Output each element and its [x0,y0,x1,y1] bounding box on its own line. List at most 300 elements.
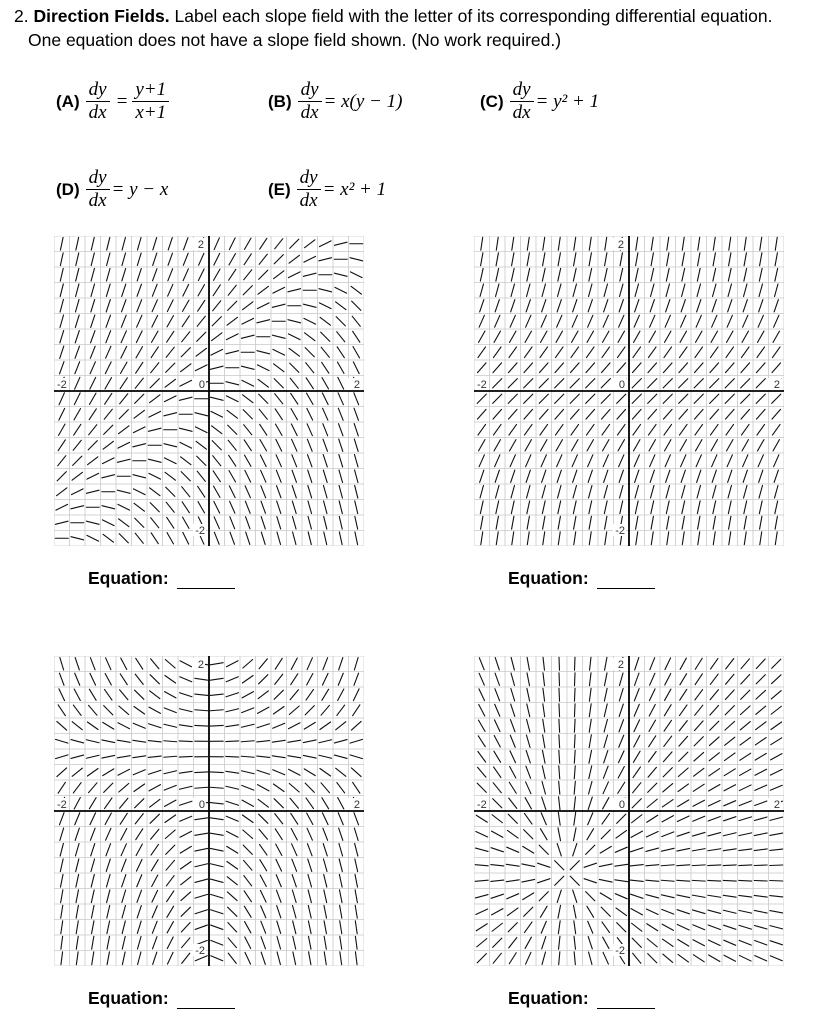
slope-segment [759,470,763,482]
slope-segment [478,752,486,762]
slope-segment [59,408,65,420]
slope-segment [589,501,592,514]
slope-segment [599,879,612,882]
slope-segment [339,455,343,467]
slope-field-svg [474,236,784,546]
slope-segment [632,394,641,403]
slope-segment [91,859,95,872]
slope-segment [493,783,501,793]
slope-segment [60,268,63,281]
slope-segment [340,936,342,949]
slope-segment [648,363,657,373]
answer-blank[interactable] [597,990,655,1009]
slope-segment [539,363,548,373]
slope-segment [770,769,782,775]
slope-segment [91,844,95,856]
slope-segment [477,783,486,792]
slope-segment [350,755,362,759]
slope-segment [350,739,362,743]
slope-segment [56,755,68,759]
slope-segment [573,284,576,297]
slope-segment [574,952,575,965]
slope-segment [277,921,281,933]
slope-segment [307,844,312,856]
slope-segment [724,940,736,945]
slope-segment [665,315,670,327]
slope-segment [729,532,731,545]
slope-segment [60,299,63,312]
slope-segment [167,922,173,933]
slope-segment [754,849,767,851]
slope-segment [210,879,223,882]
slope-segment [775,501,778,514]
slope-segment [199,253,204,265]
slope-segment [511,673,515,686]
slope-segment [677,848,690,851]
slope-segment [323,470,327,482]
slope-segment [106,300,110,312]
slope-segment [573,828,576,841]
instructions-line-2: One equation does not have a slope field shown. (No work required.) [28,30,562,50]
slope-segment [740,769,751,775]
slope-segment [106,844,111,856]
slope-segment [727,315,732,327]
slope-segment [693,816,705,821]
slope-segment [496,501,499,514]
slope-segment [754,817,767,821]
slope-segment [306,689,313,700]
slope-segment [106,284,110,296]
slope-segment [355,516,358,529]
slope-segment [743,470,747,482]
slope-segment [636,532,638,545]
problem-title: Direction Fields. [33,6,170,26]
slope-segment [136,331,142,343]
answer-blank[interactable] [177,990,235,1009]
slope-segment [323,828,328,840]
slope-segment [168,238,172,250]
slope-segment [695,424,703,435]
slope-segment [541,455,546,467]
slope-segment [289,255,299,263]
slope-segment [76,905,78,918]
slope-segment [324,952,326,965]
slope-segment [693,832,705,836]
slope-segment [574,516,576,529]
slope-segment [60,362,64,374]
slope-segment [543,704,545,717]
slope-segment [679,752,688,761]
slope-segment [210,848,223,851]
slope-segment [588,470,592,482]
slope-segment [149,785,160,791]
slope-segment [153,238,157,250]
slope-segment [211,894,223,898]
slope-segment [242,318,254,324]
slope-segment [121,658,127,670]
slope-segment [512,237,514,250]
slope-segment [226,741,239,742]
slope-segment [729,237,731,250]
slope-segment [71,740,84,743]
slope-segment [195,694,208,695]
slope-segment [226,725,239,727]
slope-segment [244,270,252,280]
slope-segment [257,724,269,728]
slope-segment [602,424,610,435]
slope-segment [305,333,315,341]
slope-segment [558,921,560,934]
slope-segment [527,516,529,529]
slope-field-bottom-left [54,656,364,966]
slope-segment [210,397,223,400]
slope-segment [73,456,82,465]
tick-label-origin: 0 [198,799,205,811]
slope-segment [667,253,669,266]
slope-segment [477,939,487,947]
slope-segment [275,829,282,840]
slope-segment [587,331,593,342]
slope-segment [106,658,111,670]
slope-segment [353,347,359,358]
slope-segment [61,936,63,949]
slope-segment [226,709,239,712]
slope-segment [181,907,190,916]
slope-segment [711,331,717,342]
slope-segment [292,844,297,856]
slope-segment [226,816,238,821]
slope-segment [150,488,160,496]
slope-segment [601,394,610,403]
slope-segment [723,833,736,836]
slope-segment [774,470,778,482]
slope-segment [319,303,331,309]
slope-segment [183,284,189,296]
slope-segment [167,906,174,917]
slope-segment [770,849,783,850]
slope-segment [119,519,129,527]
slope-segment [774,455,779,467]
slope-segment [648,767,656,777]
slope-segment [323,658,328,670]
slope-segment [681,470,685,482]
slope-segment [75,315,79,327]
slope-segment [635,501,638,514]
slope-segment [540,347,548,358]
slope-segment [257,320,270,323]
slope-segment [666,470,670,482]
slope-segment [168,284,173,296]
slope-segment [770,817,783,820]
slope-segment [509,798,517,808]
slope-segment [725,706,734,715]
slope-segment [496,268,499,281]
slope-segment [475,880,488,881]
slope-segment [244,860,252,870]
slope-segment [76,253,79,266]
slope-segment [754,880,767,881]
slope-segment [492,831,503,837]
slope-segment [241,741,254,742]
slope-segment [712,455,717,467]
slope-segment [682,253,684,266]
slope-segment [195,427,207,433]
answer-label: Equation: [508,988,589,1008]
slope-segment [572,440,578,451]
slope-segment [152,906,157,918]
slope-segment [293,936,296,949]
slope-segment [605,532,607,545]
slope-segment [573,300,577,312]
slope-segment [710,674,718,684]
problem-number: 2. [14,6,29,26]
slope-segment [772,659,781,668]
slope-segment [507,908,518,916]
slope-segment [727,331,733,342]
slope-segment [151,829,159,839]
slope-segment [477,409,486,419]
slope-segment [339,874,342,887]
slope-segment [680,689,687,700]
slope-segment [604,719,607,732]
slope-segment [212,441,221,450]
slope-segment [770,896,783,897]
slope-segment [666,485,669,498]
slope-segment [136,859,142,871]
slope-segment [542,781,545,794]
slope-segment [510,455,515,467]
answer-blank[interactable] [597,570,655,589]
slope-segment [739,865,752,866]
slope-segment [665,673,671,685]
slope-segment [290,690,298,700]
slope-segment [87,722,98,729]
slope-segment [151,533,158,544]
slope-segment [709,955,720,962]
slope-segment [651,268,654,281]
tick-label-origin: 0 [618,799,625,811]
slope-segment [246,532,250,544]
slope-segment [559,704,560,717]
slope-segment [527,284,530,297]
slope-segment [355,874,358,887]
slope-segment [663,784,673,792]
slope-segment [662,816,673,822]
slope-segment [507,847,519,852]
slope-segment [338,408,343,420]
slope-segment [182,487,190,497]
slope-segment [542,766,545,779]
slope-segment [708,910,721,913]
slope-segment [574,781,575,794]
problem-statement [14,4,814,52]
slope-segment [739,817,751,821]
slope-segment [724,801,736,806]
slope-segment [728,268,731,281]
slope-segment [276,470,281,482]
slope-segment [646,848,659,851]
slope-segment [258,691,268,699]
tick-label-y-top: 2 [197,239,204,251]
slope-segment [226,756,239,757]
slope-segment [510,720,515,732]
slope-segment [665,658,671,670]
slope-segment [228,285,236,295]
slope-segment [307,658,312,670]
slope-segment [226,771,239,773]
slope-segment [210,864,223,867]
slope-segment [509,938,517,948]
slope-segment [480,300,484,312]
slope-segment [574,766,575,779]
slope-segment [292,455,297,467]
slope-segment [107,921,110,934]
slope-segment [75,673,80,685]
slope-segment [694,409,703,419]
slope-segment [86,755,99,758]
slope-segment [511,284,514,297]
slope-segment [180,693,192,697]
slope-segment [304,256,316,262]
slope-segment [648,783,657,792]
slope-segment [635,658,639,670]
slope-segment [677,816,689,822]
slope-segment [138,952,141,965]
slope-segment [604,673,607,686]
slope-segment [86,521,99,524]
slope-segment [105,813,111,824]
slope-segment [756,363,765,373]
slope-segment [293,921,296,934]
slope-segment [558,253,560,266]
slope-segment [574,921,576,934]
slope-segment [337,347,344,358]
slope-segment [228,907,237,916]
slope-segment [709,737,719,746]
slope-segment [198,269,204,281]
slope-segment [677,880,690,881]
slope-segment [323,424,328,436]
slope-segment [756,722,766,730]
slope-segment [227,892,237,901]
slope-segment [212,426,222,434]
slope-segment [511,501,514,514]
slope-segment [226,334,238,340]
slope-segment [496,284,499,297]
slope-segment [572,315,577,327]
slope-segment [696,315,701,327]
equation-label: (A) [56,91,80,111]
slope-segment [663,394,672,403]
slope-segment [589,781,592,794]
slope-segment [137,921,141,933]
slope-segment [119,784,129,792]
slope-segment [259,675,268,684]
slope-segment [756,379,765,388]
slope-segment [244,425,252,435]
slope-segment [288,289,301,292]
slope-segment [496,253,498,266]
tick-label-y-top: 2 [197,659,204,671]
slope-segment [323,859,327,872]
slope-segment [543,532,545,545]
slope-segment [758,455,763,467]
slope-segment [261,921,266,933]
slope-segment [102,506,115,509]
slope-segment [495,470,499,482]
slope-segment [196,348,206,356]
slope-segment [742,331,748,342]
slope-segment [339,890,342,903]
slope-segment [354,658,358,670]
slope-segment [323,408,328,420]
slope-segment [542,470,546,482]
slope-segment [693,910,705,914]
slope-segment [493,799,502,808]
slope-segment [106,315,110,327]
slope-segment [75,658,79,670]
slope-segment [308,486,312,498]
slope-segment [198,502,204,513]
slope-segment [179,786,192,789]
slope-segment [709,753,719,761]
answer-blank[interactable] [177,570,235,589]
slope-segment [308,532,311,545]
slope-segment [165,660,175,668]
slope-segment [275,674,283,684]
slope-segment [228,922,237,932]
slope-segment [615,880,628,882]
slope-segment [604,751,608,763]
slope-segment [228,953,236,963]
slope-segment [693,784,704,791]
answer-top-right [508,568,655,589]
slope-segment [75,299,79,312]
slope-segment [651,501,654,514]
slope-segment [630,880,643,881]
slope-segment [179,428,192,431]
slope-segment [211,940,223,945]
slope-segment [524,363,533,373]
slope-segment [197,456,206,465]
slope-segment [631,848,643,852]
slope-segment [618,782,625,793]
slope-segment [599,864,612,867]
slope-segment [90,377,96,389]
slope-segment [211,925,223,929]
slope-segment [479,331,485,342]
slope-segment [261,952,265,964]
slope-segment [511,300,515,312]
slope-segment [210,803,223,804]
slope-segment [756,659,765,669]
slope-segment [164,413,177,416]
slope-segment [211,910,223,914]
tick-label-x-right: 2 [353,799,360,811]
slope-segment [305,348,314,357]
slope-segment [527,704,530,717]
slope-segment [258,707,269,713]
slope-segment [775,485,778,498]
slope-segment [57,488,67,496]
slope-segment [106,874,110,887]
slope-segment [543,673,545,686]
slope-segment [149,411,161,417]
slope-segment [709,784,720,791]
slope-segment [91,315,95,327]
slope-segment [604,470,608,482]
slope-segment [527,253,529,266]
